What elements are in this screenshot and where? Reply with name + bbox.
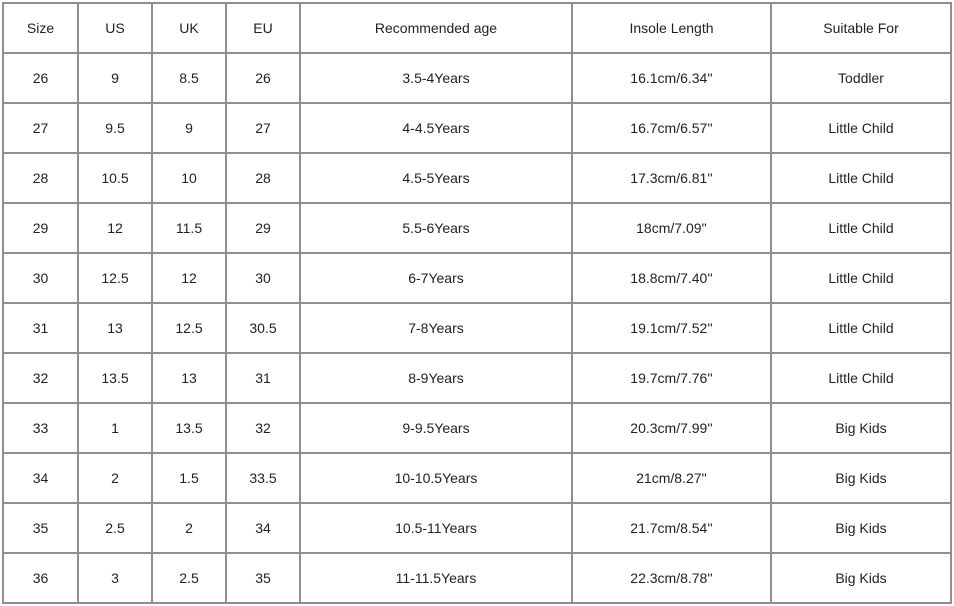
table-row: [4, 554, 952, 604]
size-cell: 33: [4, 404, 79, 454]
age-cell: 8-9Years: [301, 354, 573, 404]
eu-cell: 31: [227, 354, 301, 404]
us-cell: 12: [79, 204, 153, 254]
us-cell: 13: [79, 304, 153, 354]
insole-cell: 18cm/7.09'': [573, 204, 772, 254]
age-cell: 4-4.5Years: [301, 104, 573, 154]
eu-cell: 33.5: [227, 454, 301, 504]
insole-cell: 20.3cm/7.99'': [573, 404, 772, 454]
eu-cell: 30: [227, 254, 301, 304]
table-body: [4, 54, 952, 604]
eu-cell: 35: [227, 554, 301, 604]
header-eu: EU: [227, 4, 301, 54]
table-row: [4, 404, 952, 454]
eu-cell: 27: [227, 104, 301, 154]
age-cell: 4.5-5Years: [301, 154, 573, 204]
age-cell: 10-10.5Years: [301, 454, 573, 504]
suitable-cell: Little Child: [772, 154, 952, 204]
us-cell: 12.5: [79, 254, 153, 304]
header-uk: UK: [153, 4, 227, 54]
size-cell: 35: [4, 504, 79, 554]
us-cell: 2: [79, 454, 153, 504]
age-cell: 7-8Years: [301, 304, 573, 354]
table-row: [4, 254, 952, 304]
header-us: US: [79, 4, 153, 54]
table-row: [4, 504, 952, 554]
eu-cell: 30.5: [227, 304, 301, 354]
eu-cell: 29: [227, 204, 301, 254]
uk-cell: 8.5: [153, 54, 227, 104]
uk-cell: 10: [153, 154, 227, 204]
us-cell: 3: [79, 554, 153, 604]
us-cell: 10.5: [79, 154, 153, 204]
eu-cell: 34: [227, 504, 301, 554]
age-cell: 3.5-4Years: [301, 54, 573, 104]
suitable-cell: Big Kids: [772, 554, 952, 604]
uk-cell: 12.5: [153, 304, 227, 354]
table-row: [4, 104, 952, 154]
insole-cell: 21.7cm/8.54'': [573, 504, 772, 554]
us-cell: 9.5: [79, 104, 153, 154]
us-cell: 2.5: [79, 504, 153, 554]
header-suitable-for: Suitable For: [772, 4, 952, 54]
eu-cell: 26: [227, 54, 301, 104]
size-cell: 27: [4, 104, 79, 154]
size-cell: 30: [4, 254, 79, 304]
uk-cell: 13: [153, 354, 227, 404]
suitable-cell: Toddler: [772, 54, 952, 104]
uk-cell: 2: [153, 504, 227, 554]
suitable-cell: Big Kids: [772, 504, 952, 554]
suitable-cell: Big Kids: [772, 454, 952, 504]
suitable-cell: Little Child: [772, 104, 952, 154]
insole-cell: 22.3cm/8.78'': [573, 554, 772, 604]
insole-cell: 16.1cm/6.34'': [573, 54, 772, 104]
table-row: [4, 354, 952, 404]
uk-cell: 12: [153, 254, 227, 304]
us-cell: 1: [79, 404, 153, 454]
age-cell: 6-7Years: [301, 254, 573, 304]
insole-cell: 21cm/8.27'': [573, 454, 772, 504]
uk-cell: 13.5: [153, 404, 227, 454]
size-cell: 36: [4, 554, 79, 604]
insole-cell: 18.8cm/7.40'': [573, 254, 772, 304]
size-cell: 28: [4, 154, 79, 204]
size-cell: 29: [4, 204, 79, 254]
us-cell: 9: [79, 54, 153, 104]
header-row: [4, 4, 952, 54]
uk-cell: 11.5: [153, 204, 227, 254]
size-chart-table: [2, 2, 952, 604]
table-row: [4, 154, 952, 204]
size-cell: 26: [4, 54, 79, 104]
suitable-cell: Little Child: [772, 354, 952, 404]
size-cell: 34: [4, 454, 79, 504]
header-insole-length: Insole Length: [573, 4, 772, 54]
suitable-cell: Little Child: [772, 304, 952, 354]
age-cell: 5.5-6Years: [301, 204, 573, 254]
suitable-cell: Big Kids: [772, 404, 952, 454]
suitable-cell: Little Child: [772, 204, 952, 254]
size-cell: 31: [4, 304, 79, 354]
table-row: [4, 54, 952, 104]
insole-cell: 19.7cm/7.76'': [573, 354, 772, 404]
table-row: [4, 304, 952, 354]
age-cell: 10.5-11Years: [301, 504, 573, 554]
insole-cell: 17.3cm/6.81'': [573, 154, 772, 204]
uk-cell: 1.5: [153, 454, 227, 504]
table-row: [4, 204, 952, 254]
insole-cell: 19.1cm/7.52'': [573, 304, 772, 354]
header-size: Size: [4, 4, 79, 54]
uk-cell: 2.5: [153, 554, 227, 604]
header-recommended-age: Recommended age: [301, 4, 573, 54]
age-cell: 11-11.5Years: [301, 554, 573, 604]
eu-cell: 32: [227, 404, 301, 454]
insole-cell: 16.7cm/6.57'': [573, 104, 772, 154]
size-cell: 32: [4, 354, 79, 404]
table-row: [4, 454, 952, 504]
us-cell: 13.5: [79, 354, 153, 404]
suitable-cell: Little Child: [772, 254, 952, 304]
eu-cell: 28: [227, 154, 301, 204]
table-header: [4, 4, 952, 54]
uk-cell: 9: [153, 104, 227, 154]
age-cell: 9-9.5Years: [301, 404, 573, 454]
